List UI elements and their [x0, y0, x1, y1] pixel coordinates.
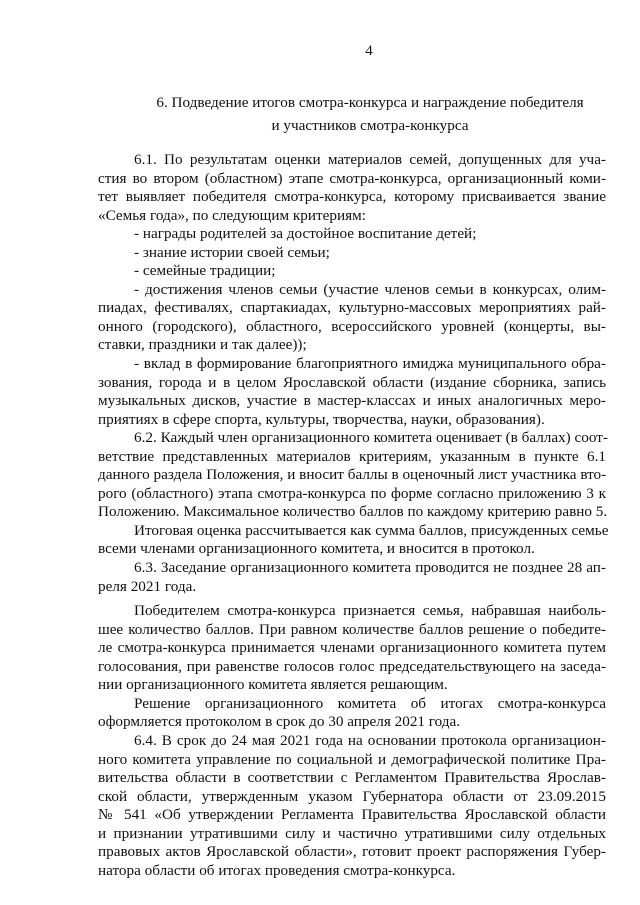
text-line: онного (городского), областного, всероссийского уровней (концерты, вы- [98, 317, 606, 335]
text-line: ного комитета управление по социальной и демографической политике Пра- [98, 750, 606, 768]
text-line: данного раздела Положения, и вносит баллы в оценочный лист участника вто- [98, 466, 607, 484]
section-heading [98, 91, 640, 137]
text-line: Победителем смотра-конкурса признается семья, набравшая наиболь- [134, 602, 606, 620]
text-line: Итоговая оценка рассчитывается как сумма баллов, присужденных семье [134, 521, 609, 539]
page-number: 4 [365, 43, 373, 59]
text-line: музыкальных дисков, участие в мастер-классах и иных аналогичных меро- [98, 392, 606, 410]
text-line: пиадах, фестивалях, спартакиадах, культурно-массовых мероприятиях рай- [98, 299, 606, 317]
text-line: Положению. Максимальное количество баллов по каждому критерию равно 5. [98, 503, 608, 521]
text-line: нии организационного комитета является решающим. [98, 676, 448, 694]
text-line: тет выявляет победителя смотра-конкурса, которому присваивается звание [98, 188, 606, 206]
text-line: приятиях в сфере спорта, культуры, творчества, науки, образования). [98, 410, 545, 428]
text-line: ле смотра-конкурса принимается членами организационного комитета путем [98, 639, 606, 657]
text-line: ветствие представленных материалов критериям, указанным в пункте 6.1 [98, 447, 606, 465]
section-body [98, 151, 609, 880]
text-line: стия во втором (областном) этапе смотра-конкурса, организационный коми- [98, 169, 606, 187]
text-line: - награды родителей за достойное воспитание детей; [134, 225, 477, 243]
text-line: вительства области в соответствии с Регламентом Правительства Ярослав- [98, 769, 606, 787]
text-line: № 541 «Об утверждении Регламента Правительства Ярославской области [98, 806, 606, 824]
text-line: правовых актов Ярославской области», готовит проект распоряжения Губер- [98, 843, 606, 861]
text-line: ской области, утвержденным указом Губернатора области от 23.09.2015 [98, 787, 606, 805]
text-line: 6.2. Каждый член организационного комитета оценивает (в баллах) соот- [134, 429, 608, 447]
text-line: Решение организационного комитета об итогах смотра-конкурса [134, 694, 606, 712]
text-line: и признании утратившими силу и частично утратившими силу отдельных [98, 824, 606, 842]
text-line: ставки, праздники и так далее)); [98, 336, 307, 354]
text-line: - вклад в формирование благоприятного имиджа муниципального обра- [134, 355, 606, 373]
section-heading-line-1: 6. Подведение итогов смотра-конкурса и награждение победителя [156, 94, 584, 111]
text-line: 6.4. В срок до 24 мая 2021 года на основании протокола организацион- [134, 731, 606, 749]
text-line: всеми членами организационного комитета, и вносится в протокол. [98, 540, 535, 558]
text-line: зования, города и в целом Ярославской области (издание сборника, запись [98, 373, 606, 391]
text-line: 6.3. Заседание организационного комитета проводится не позднее 28 ап- [134, 559, 606, 577]
text-line: реля 2021 года. [98, 577, 197, 595]
text-line: - семейные традиции; [134, 262, 276, 280]
text-line: шее количество баллов. При равном количестве баллов решение о победите- [98, 620, 606, 638]
text-line: голосования, при равенстве голосов голос председательствующего на заседа- [98, 657, 606, 675]
text-line: 6.1. По результатам оценки материалов семей, допущенных для уча- [134, 151, 606, 168]
text-line: - знание истории своей семьи; [134, 243, 330, 261]
text-line: оформляется протоколом в срок до 30 апреля 2021 года. [98, 713, 461, 731]
text-line: натора области об итогах проведения смотра-конкурса. [98, 861, 456, 879]
text-line: «Семья года», по следующим критериям: [98, 206, 366, 224]
text-line: рого (областного) этапа смотра-конкурса по форме согласно приложению 3 к [98, 484, 606, 502]
section-heading-line-2: и участников смотра-конкурса [271, 117, 469, 134]
text-line: - достижения членов семьи (участие членов семьи в конкурсах, олим- [134, 280, 606, 298]
